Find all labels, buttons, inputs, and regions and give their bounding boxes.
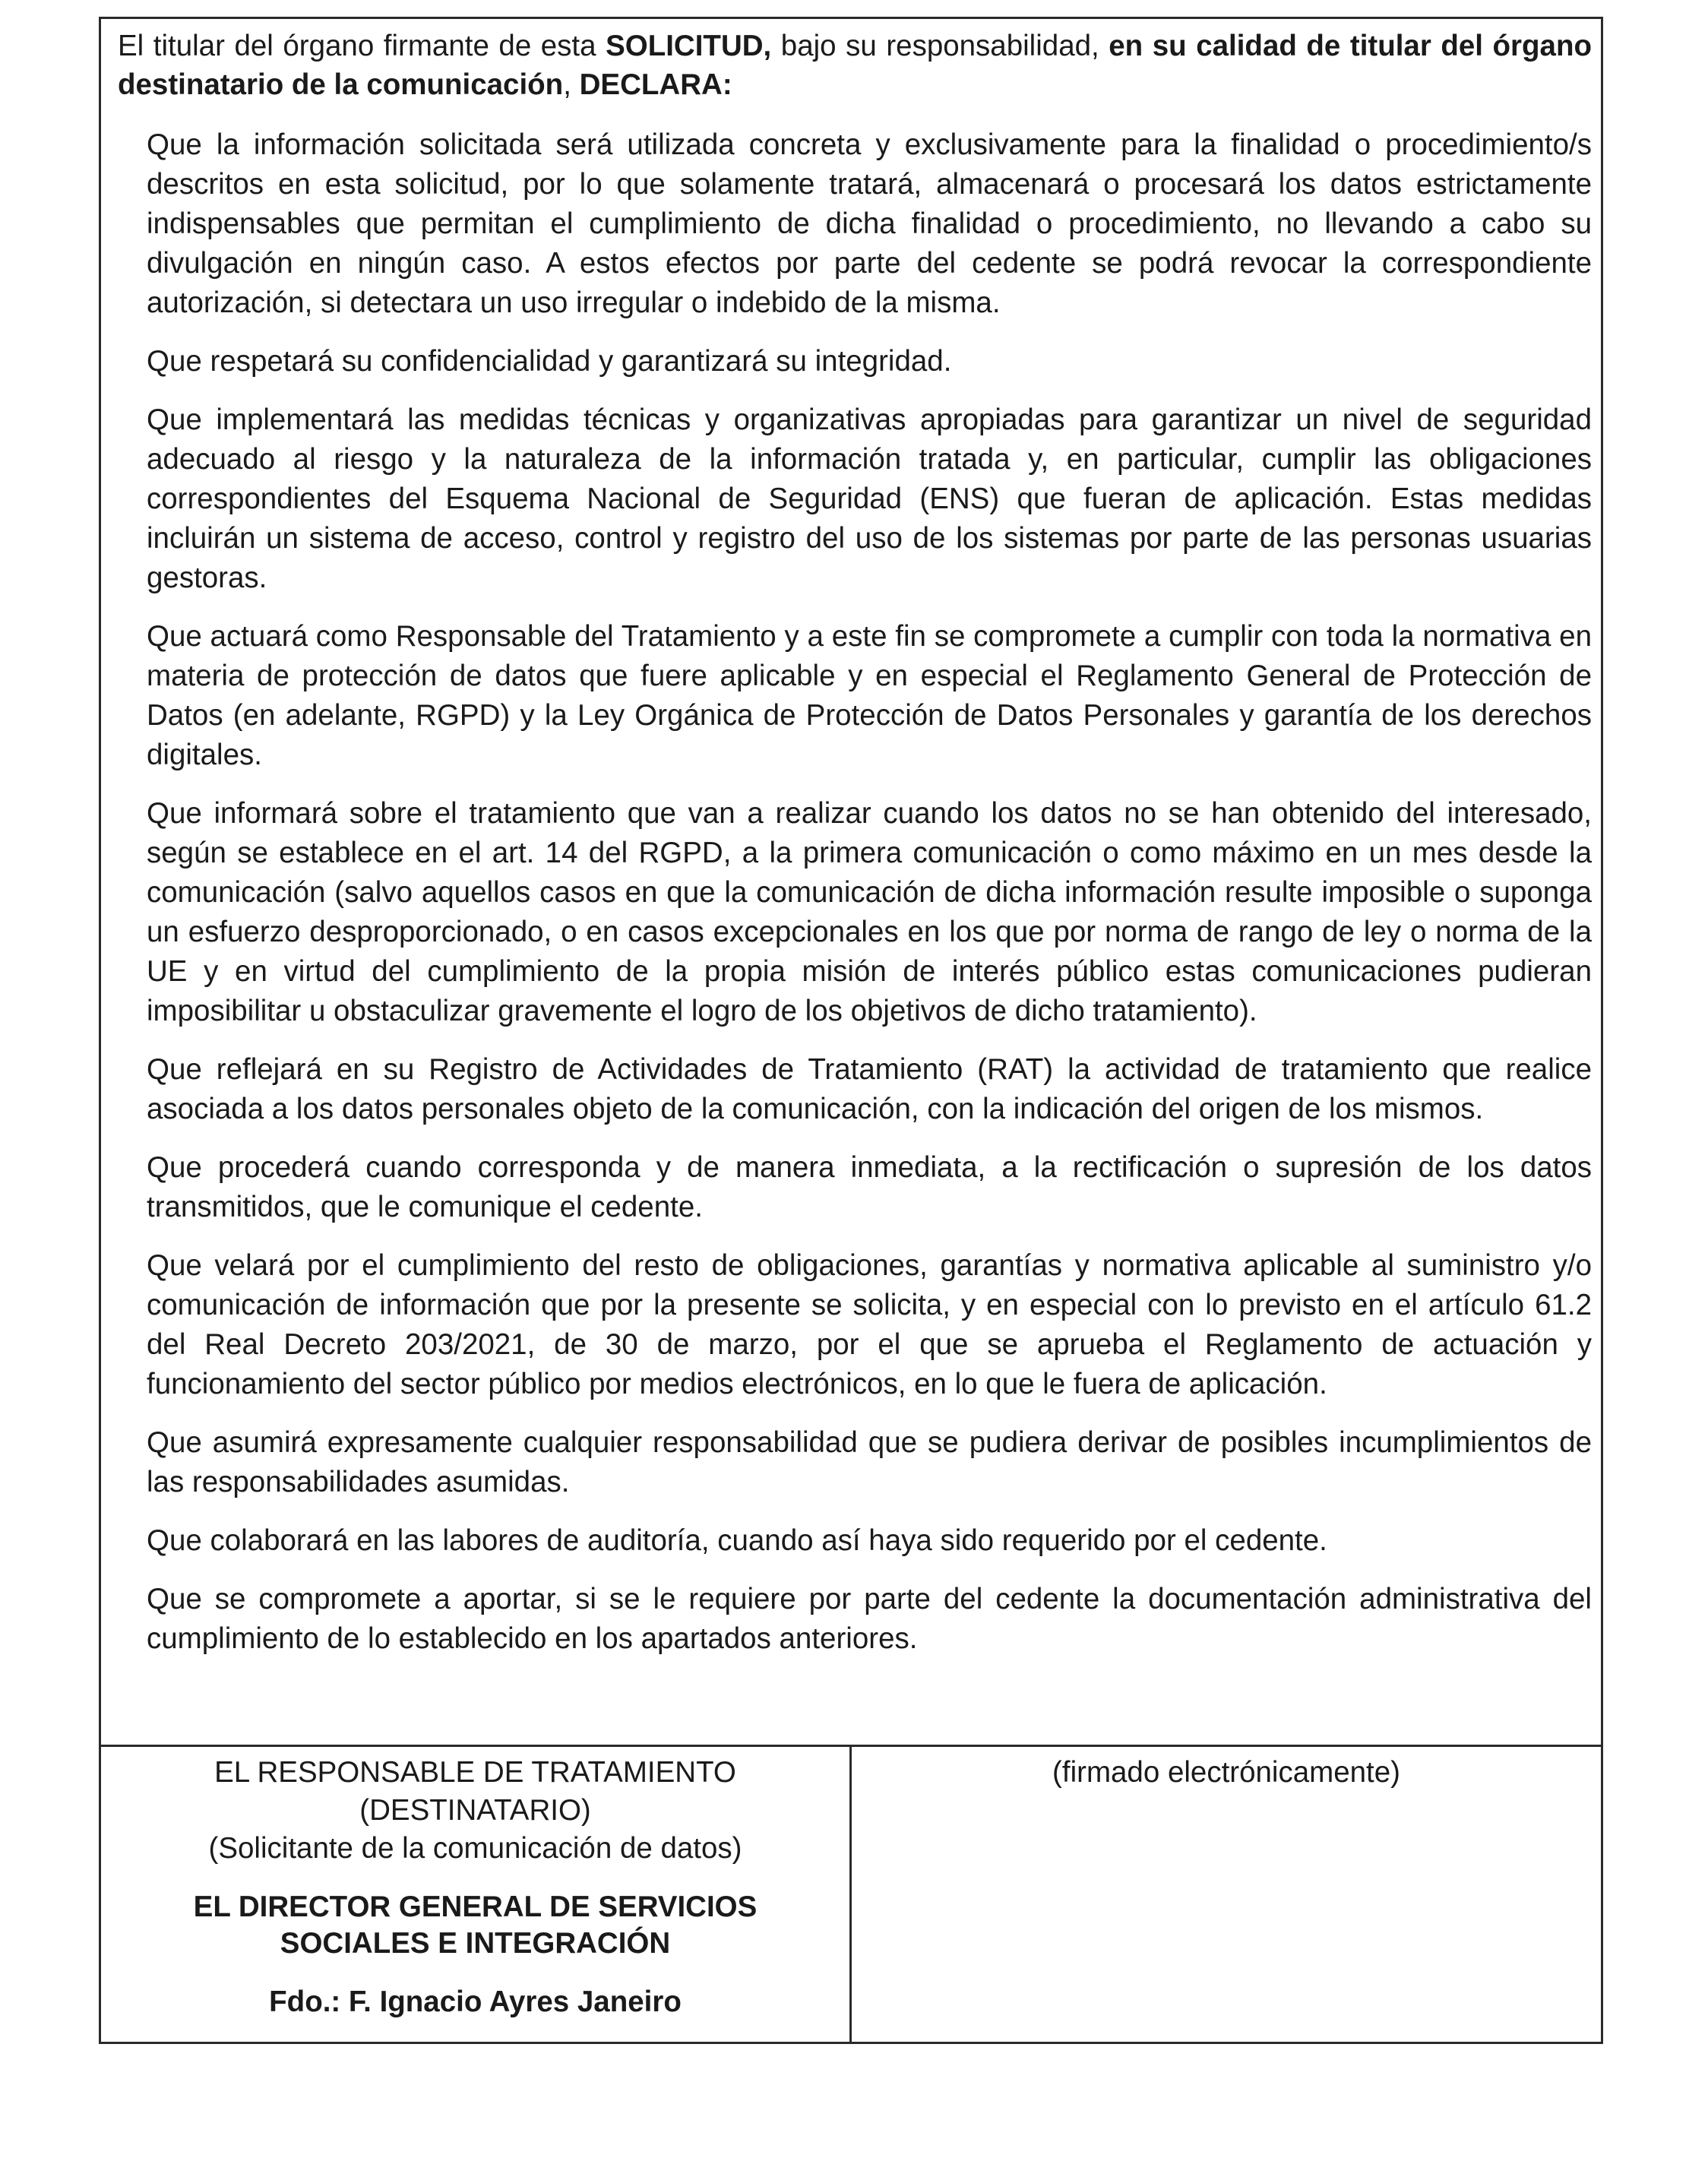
declaration-intro xyxy=(118,27,1592,104)
clause-security-measures: Que implementará las medidas técnicas y organizativas apropiadas para garantizar un nivel de seguridad adecuado al riesgo y la naturaleza de la información tratada y, en particular, cumplir las obligaciones correspondientes del Esquema Nacional de Seguridad (ENS) que fueran de aplicación. Estas medidas incluirán un sistema de acceso, control y registro del uso de los sistemas por parte de las personas usuarias gestoras. xyxy=(147,403,1592,594)
intro-bold-capacity: en su calidad de titular del órgano destinatario de la comunicación xyxy=(118,30,1592,101)
intro-bold-solicitud: SOLICITUD, xyxy=(606,30,772,62)
clause-audit: Que colaborará en las labores de auditoría, cuando así haya sido requerido por el cedente. xyxy=(147,1524,1327,1557)
signatory-title-line-1: EL DIRECTOR GENERAL DE SERVICIOS xyxy=(193,1891,758,1923)
clause-data-controller: Que actuará como Responsable del Tratamiento y a este fin se compromete a cumplir con toda la normativa en materia de protección de datos que fuere aplicable y en especial el Reglamento General de Protección de Datos (en adelante, RGPD) y la Ley Orgánica de Protección de Datos Personales y garantía de los derechos digitales. xyxy=(147,620,1592,771)
clause-documentation: Que se compromete a aportar, si se le requiere por parte del cedente la documentación administrativa del cumplimiento de lo establecido en los apartados anteriores. xyxy=(147,1583,1592,1655)
electronic-signature-note: (firmado electrónicamente) xyxy=(1052,1756,1400,1789)
intro-text-2: bajo su responsabilidad, xyxy=(771,30,1109,62)
signatory-cell xyxy=(101,1745,852,2042)
declaration-clauses xyxy=(118,125,1592,1659)
signatory-role-line-3: (Solicitante de la comunicación de datos) xyxy=(208,1832,742,1865)
intro-text-1: El titular del órgano firmante de esta xyxy=(118,30,606,62)
clause-obligations-compliance: Que velará por el cumplimiento del resto de obligaciones, garantías y normativa aplicable al suministro y/o comunicación de información que por la presente se solicita, y en especial con lo previsto en el artículo 61.2 del Real Decreto 203/2021, de 30 de marzo, por el que se aprueba el Reglamento de actuación y funcionamiento del sector público por medios electrónicos, en lo que le fuera de aplicación. xyxy=(147,1249,1592,1400)
declaration-section xyxy=(101,19,1601,1747)
signatory-role-line-2: (DESTINATARIO) xyxy=(359,1794,591,1827)
intro-bold-declara: DECLARA: xyxy=(579,68,732,101)
clause-rectification: Que procederá cuando corresponda y de manera inmediata, a la rectificación o supresión de los datos transmitidos, que le comunique el cedente. xyxy=(147,1151,1592,1223)
clause-inform-treatment: Que informará sobre el tratamiento que van a realizar cuando los datos no se han obtenido del interesado, según se establece en el art. 14 del RGPD, a la primera comunicación o como máximo en un mes desde la comunicación (salvo aquellos casos en que la comunicación de dicha información resulte imposible o suponga un esfuerzo desproporcionado, o en casos excepcionales en los que por norma de rango de ley o norma de la UE y en virtud del cumplimiento de la propia misión de interés público estas comunicaciones pudieran imposibilitar u obstaculizar gravemente el logro de los objetivos de dicho tratamiento). xyxy=(147,797,1592,1027)
electronic-signature-cell xyxy=(852,1745,1601,2042)
intro-text-3: , xyxy=(563,68,580,101)
clause-responsibility: Que asumirá expresamente cualquier responsabilidad que se pudiera derivar de posibles incumplimientos de las responsabilidades asumidas. xyxy=(147,1426,1592,1498)
signatory-name: Fdo.: F. Ignacio Ayres Janeiro xyxy=(269,1986,682,2018)
signatory-title-line-2: SOCIALES E INTEGRACIÓN xyxy=(280,1927,671,1960)
signatory-title xyxy=(101,1889,849,1962)
signature-row xyxy=(101,1745,1601,2042)
clause-confidentiality: Que respetará su confidencialidad y garantizará su integridad. xyxy=(147,345,952,378)
declaration-form-table xyxy=(99,17,1603,2044)
clause-usage-purpose: Que la información solicitada será utilizada concreta y exclusivamente para la finalidad o procedimiento/s descritos en esta solicitud, por lo que solamente tratará, almacenará o procesará los datos estrictamente indispensables que permitan el cumplimiento de dicha finalidad o procedimiento, no llevando a cabo su divulgación en ningún caso. A estos efectos por parte del cedente se podrá revocar la correspondiente autorización, si detectara un uso irregular o indebido de la misma. xyxy=(147,128,1592,319)
signatory-role-line-1: EL RESPONSABLE DE TRATAMIENTO xyxy=(214,1756,736,1789)
clause-rat-registry: Que reflejará en su Registro de Actividades de Tratamiento (RAT) la actividad de tratamiento que realice asociada a los datos personales objeto de la comunicación, con la indicación del origen de los mismos. xyxy=(147,1053,1592,1125)
